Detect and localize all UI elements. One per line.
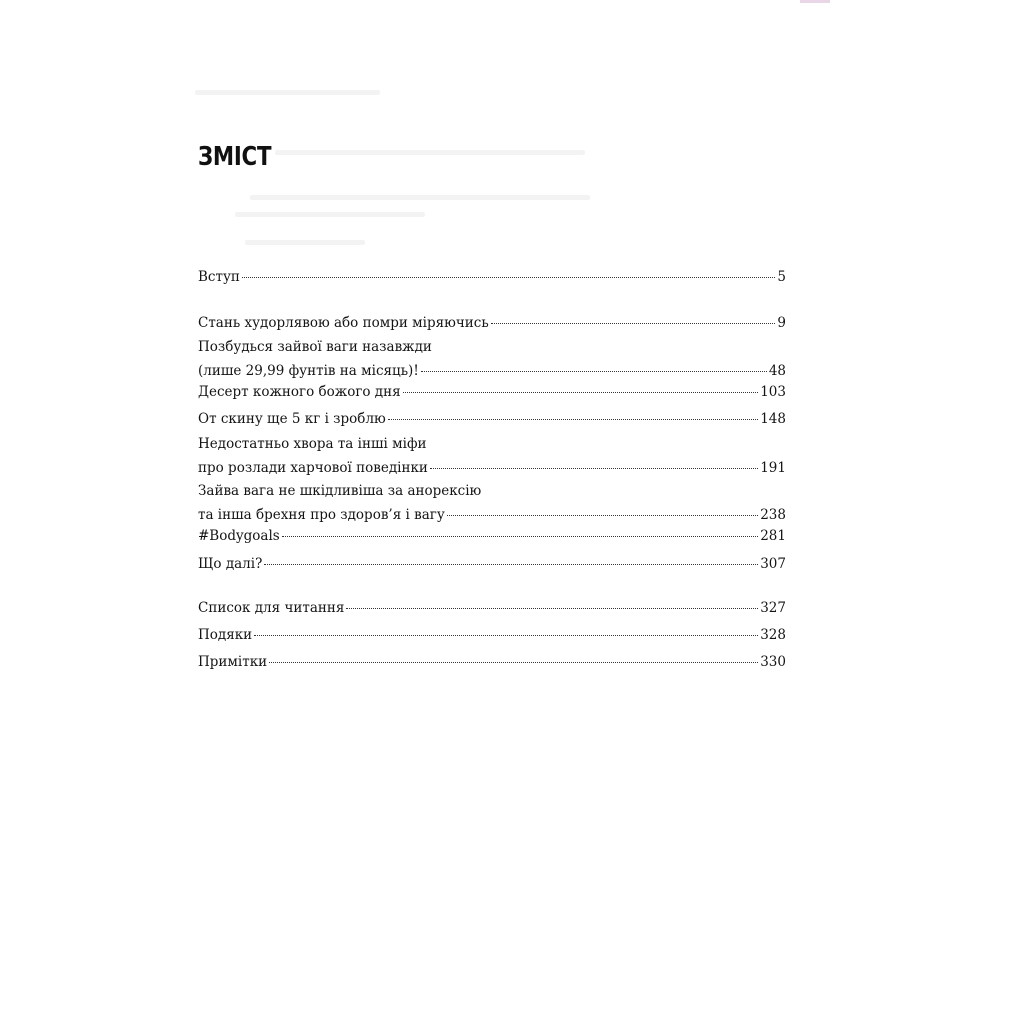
toc-entry-chapter-1[interactable] xyxy=(198,311,786,335)
page-edge-mark xyxy=(800,0,830,3)
dot-leader xyxy=(403,392,759,393)
toc-entry-title: Подяки xyxy=(198,627,253,643)
toc-entry-chapter-6[interactable] xyxy=(198,479,786,527)
dot-leader xyxy=(346,608,758,609)
page-number: 48 xyxy=(768,363,786,379)
page-number: 238 xyxy=(760,507,786,523)
dot-leader xyxy=(282,536,759,537)
dot-leader xyxy=(447,515,758,516)
toc-entry-title: Десерт кожного божого дня xyxy=(198,384,401,400)
toc-entry-chapter-4[interactable] xyxy=(198,407,786,431)
toc-entry-acknowledgements[interactable] xyxy=(198,623,786,647)
dot-leader xyxy=(242,277,776,278)
dot-leader xyxy=(491,323,776,324)
toc-entry-title: #Bodygoals xyxy=(198,528,280,544)
toc-entry-reading-list[interactable] xyxy=(198,596,786,620)
toc-entry-title: Стань худорлявою або помри міряючись xyxy=(198,315,489,331)
toc-entry-title: Зайва вага не шкідливіша за анорексію xyxy=(198,483,482,499)
toc-entry-chapter-2[interactable] xyxy=(198,335,786,383)
toc-entry-chapter-7[interactable] xyxy=(198,524,786,548)
dot-leader xyxy=(430,468,758,469)
page-number: 191 xyxy=(760,460,786,476)
dot-leader xyxy=(269,662,758,663)
dot-leader xyxy=(264,564,758,565)
toc-entry-notes[interactable] xyxy=(198,650,786,674)
dot-leader xyxy=(388,419,758,420)
page-number: 330 xyxy=(760,654,786,670)
toc-entry-title: Список для читання xyxy=(198,600,345,616)
page-title: ЗМІСТ xyxy=(198,142,272,172)
toc-entry-title: Примітки xyxy=(198,654,268,670)
toc-entry-title: Що далі? xyxy=(198,556,263,572)
dot-leader xyxy=(254,635,758,636)
toc-entry-title-continued: (лише 29,99 фунтів на місяць)! xyxy=(198,363,419,379)
page-number: 5 xyxy=(777,269,786,285)
toc-entry-title: От скину ще 5 кг і зроблю xyxy=(198,411,386,427)
toc-entry-chapter-8[interactable] xyxy=(198,552,786,576)
page-number: 9 xyxy=(777,315,786,331)
toc-entry-title-continued: та інша брехня про здоров’я і вагу xyxy=(198,507,445,523)
toc-entry-chapter-5[interactable] xyxy=(198,432,786,480)
page-number: 307 xyxy=(760,556,786,572)
page-number: 281 xyxy=(760,528,786,544)
dot-leader xyxy=(421,371,767,372)
toc-entry-chapter-3[interactable] xyxy=(198,380,786,404)
table-of-contents xyxy=(198,0,788,1024)
toc-entry-intro[interactable] xyxy=(198,265,786,289)
toc-entry-title: Недостатньо хвора та інші міфи xyxy=(198,436,427,452)
page-number: 328 xyxy=(760,627,786,643)
page-number: 103 xyxy=(760,384,786,400)
page-number: 327 xyxy=(760,600,786,616)
page-number: 148 xyxy=(760,411,786,427)
toc-entry-title-continued: про розлади харчової поведінки xyxy=(198,460,428,476)
toc-entry-title: Вступ xyxy=(198,269,240,285)
toc-entry-title: Позбудься зайвої ваги назавжди xyxy=(198,339,432,355)
